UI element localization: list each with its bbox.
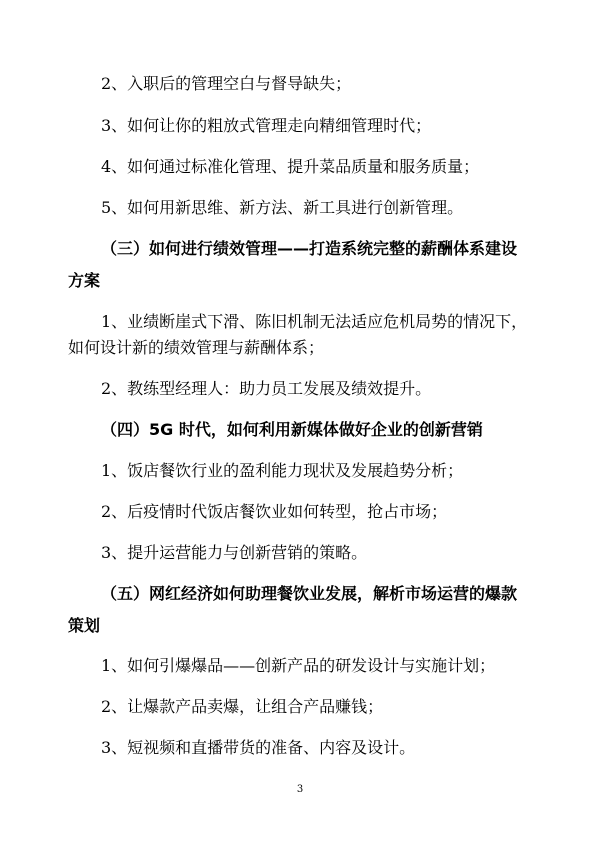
section-heading: （五）网红经济如何助理餐饮业发展，解析市场运营的爆款 bbox=[101, 584, 518, 603]
list-item: 1、如何引爆爆品——创新产品的研发设计与实施计划； bbox=[101, 656, 496, 675]
list-item-continuation: 如何设计新的绩效管理与薪酬体系； bbox=[68, 338, 325, 357]
section-heading: （三）如何进行绩效管理——打造系统完整的薪酬体系建设 bbox=[101, 239, 518, 258]
section-heading: （四）5G 时代，如何利用新媒体做好企业的创新营销 bbox=[101, 420, 483, 439]
list-item: 1、饭店餐饮行业的盈利能力现状及发展趋势分析； bbox=[101, 461, 464, 480]
list-item: 3、短视频和直播带货的准备、内容及设计。 bbox=[101, 738, 416, 757]
list-item: 3、提升运营能力与创新营销的策略。 bbox=[101, 543, 368, 562]
list-item: 3、如何让你的粗放式管理走向精细管理时代； bbox=[101, 116, 432, 135]
section-heading-continuation: 方案 bbox=[68, 271, 101, 290]
section-heading-continuation: 策划 bbox=[68, 616, 101, 635]
page-number: 3 bbox=[296, 784, 304, 795]
list-item: 4、如何通过标准化管理、提升菜品质量和服务质量； bbox=[101, 157, 480, 176]
list-item: 2、后疫情时代饭店餐饮业如何转型，抢占市场； bbox=[101, 502, 448, 521]
list-item: 2、让爆款产品卖爆，让组合产品赚钱； bbox=[101, 697, 384, 716]
list-item: 5、如何用新思维、新方法、新工具进行创新管理。 bbox=[101, 198, 464, 217]
list-item: 2、教练型经理人：助力员工发展及绩效提升。 bbox=[101, 379, 432, 398]
list-item: 1、业绩断崖式下滑、陈旧机制无法适应危机局势的情况下， bbox=[101, 312, 528, 331]
list-item: 2、入职后的管理空白与督导缺失； bbox=[101, 74, 352, 93]
